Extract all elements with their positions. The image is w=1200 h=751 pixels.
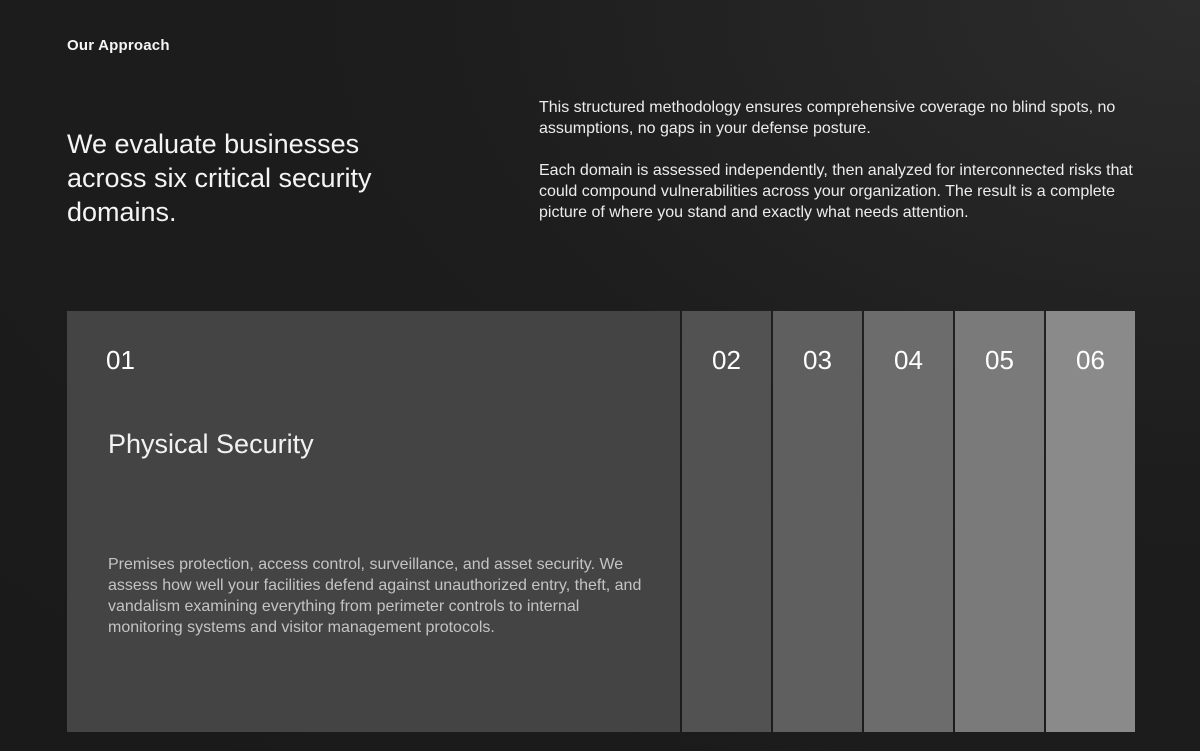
intro-paragraph-2: Each domain is assessed independently, then analyzed for interconnected risks that could compound vulnerabilities across your organization. The result is a complete picture of where you stand and exactly what needs attention. <box>539 162 1133 221</box>
domain-title: Physical Security <box>108 429 314 459</box>
domain-panel-04[interactable] <box>864 311 953 732</box>
intro-text <box>539 97 1139 244</box>
domain-description: Premises protection, access control, surveillance, and asset security. We assess how well your facilities defend against unauthorized entry, theft, and vandalism examining everything from perimeter controls to internal monitoring systems and visitor management protocols. <box>108 556 642 636</box>
domain-panel-02[interactable] <box>682 311 771 732</box>
domain-panel-06[interactable] <box>1046 311 1135 732</box>
eyebrow-label: Our Approach <box>67 37 170 54</box>
domain-accordion <box>67 311 1136 732</box>
domain-number: 04 <box>894 345 923 375</box>
domain-panel-01[interactable] <box>67 311 680 732</box>
domain-number: 03 <box>803 345 832 375</box>
section-headline: We evaluate businesses across six critical security domains. <box>67 129 372 227</box>
domain-number: 06 <box>1076 345 1105 375</box>
domain-panel-03[interactable] <box>773 311 862 732</box>
domain-number: 02 <box>712 345 741 375</box>
intro-paragraph-1: This structured methodology ensures comprehensive coverage no blind spots, no assumptions, no gaps in your defense posture. <box>539 99 1116 137</box>
domain-number: 05 <box>985 345 1014 375</box>
domain-panel-05[interactable] <box>955 311 1044 732</box>
domain-number: 01 <box>106 345 135 375</box>
